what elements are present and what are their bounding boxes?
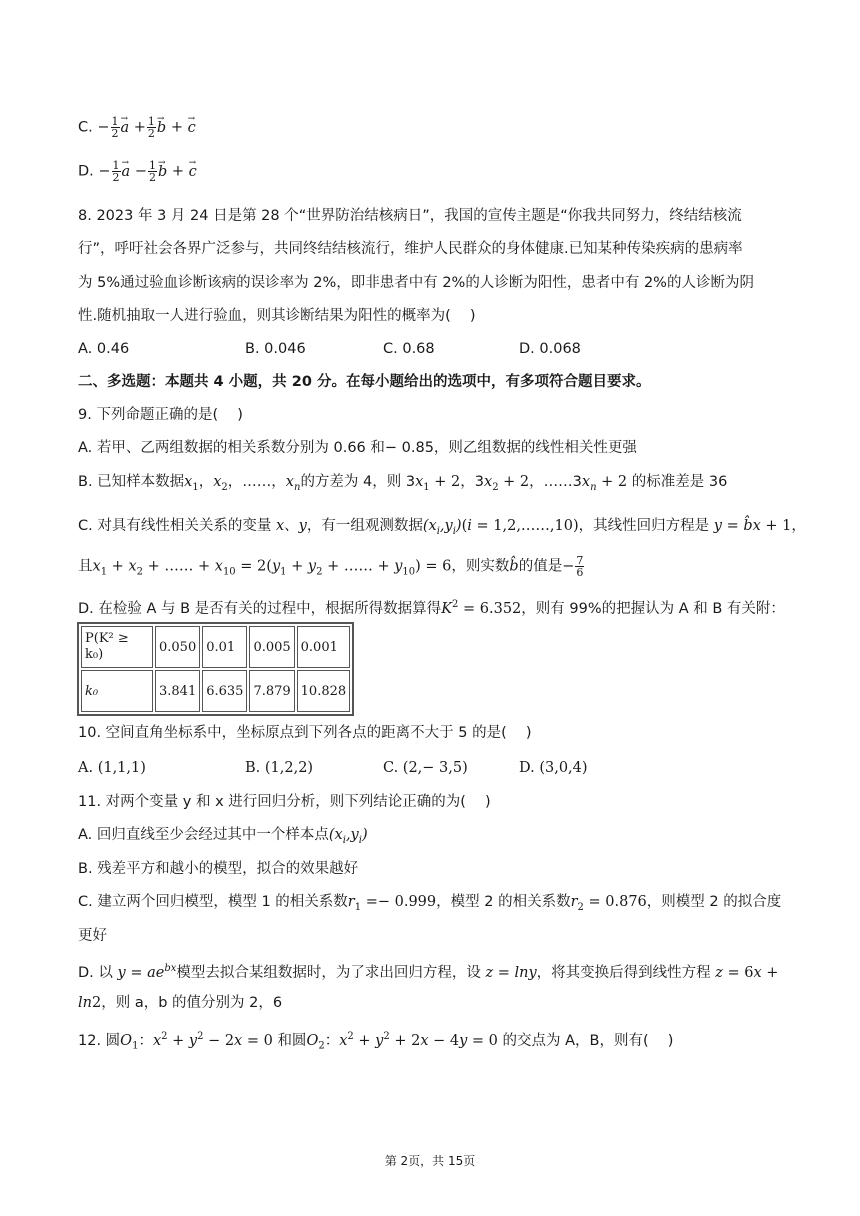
table-header-cell: P(K² ≥ k₀)	[81, 626, 153, 668]
q10-option-b: B. (1,2,2)	[245, 760, 314, 776]
q8-line-4: 性.随机抽取一人进行验血，则其诊断结果为阳性的概率为( )	[78, 308, 476, 324]
q9-option-a: A. 若甲、乙两组数据的相关系数分别为 0.66 和− 0.85，则乙组数据的线性相关性更强	[78, 440, 637, 456]
table-cell: 0.050	[155, 626, 200, 668]
table-cell: 0.005	[249, 626, 294, 668]
q11-option-c-line-2: 更好	[78, 928, 107, 944]
table-cell: 3.841	[155, 670, 200, 712]
table-row	[81, 626, 350, 668]
table-cell: 7.879	[249, 670, 294, 712]
q7-option-c: C. − $\frac{1}{2}$ → a + $\frac{1}{2}$ → b + → c	[78, 116, 790, 139]
q10-option-a: A. (1,1,1)	[78, 760, 146, 776]
q9-option-c-line-2: 且$x_1 + x_2$ + …… + $x_{10} = 2(y_1 + y_2$ + …… + $y_{10}) = 6$，则实数b̂的值是− $\frac{7}{6}$	[78, 554, 584, 579]
q9-option-d: D. 在检验 A 与 B 是否有关的过程中，根据所得数据算得$K^2 = 6.352$，则有 99%的把握认为 A 和 B 有关附：	[78, 599, 785, 617]
table-cell: 0.001	[297, 626, 351, 668]
critical-value-table	[77, 622, 354, 716]
section-heading: 二、多选题：本题共 4 小题，共 20 分。在每小题给出的选项中，有多项符合题目要求。	[78, 374, 651, 390]
q11-option-a: A. 回归直线至少会经过其中一个样本点$(x_i,y_i)$	[78, 827, 368, 846]
q10-option-c: C. (2,− 3,5)	[383, 760, 468, 776]
table-header-cell: k₀	[81, 670, 153, 712]
q11-option-b: B. 残差平方和越小的模型，拟合的效果越好	[78, 861, 359, 877]
q8-option-a: A. 0.46	[78, 341, 130, 357]
q8-line-3: 为 5%通过验血诊断该病的误诊率为 2%，即非患者中有 2%的人诊断为阳性，患者中有 2%的人诊断为阴	[78, 275, 754, 291]
table-row	[81, 670, 350, 712]
q9-option-b: B. 已知样本数据$x_1$，$x_2$，……，$x_n$的方差为 4，则 $3x_1 + 2$，$3x_2 + 2$，$\dots\dots 3x_n + 2$ 的标准差是 36	[78, 474, 728, 493]
q7-option-d: D. − $\frac{1}{2}$ → a − $\frac{1}{2}$ → b + → c	[78, 160, 790, 183]
q8-line-2: 行”，呼吁社会各界广泛参与，共同终结结核流行，维护人民群众的身体健康.已知某种传染疾病的患病率	[78, 241, 743, 257]
q11-option-d-line-1: D. 以 $y = ae^{bx}$模型去拟合某组数据时，为了求出回归方程，设 z = lny，将其变换后得到线性方程 z = 6x +	[78, 963, 779, 981]
q9-option-c-line-1: C. 对具有线性相关关系的变量 x、y，有一组观测数据$(x_i,y_i)(i$ = 1,2,……,10)，其线性回归方程是 y = b̂x + 1，	[78, 518, 806, 537]
q11-option-c-line-1: C. 建立两个回归模型，模型 1 的相关系数$r_1 =- 0.999$，模型 2 的相关系数$r_2 = 0.876$，则模型 2 的拟合度	[78, 894, 782, 913]
table-cell: 10.828	[297, 670, 351, 712]
table-cell: 6.635	[202, 670, 247, 712]
q8-line-1: 8. 2023 年 3 月 24 日是第 28 个“世界防治结核病日”，我国的宣传主题是“你我共同努力，终结结核流	[78, 208, 742, 224]
q10-option-d: D. (3,0,4)	[519, 760, 588, 776]
q8-option-b: B. 0.046	[245, 341, 306, 357]
q9-stem: 9. 下列命题正确的是( )	[78, 407, 243, 423]
q11-stem: 11. 对两个变量 y 和 x 进行回归分析，则下列结论正确的为( )	[78, 794, 491, 810]
table-cell: 0.01	[202, 626, 247, 668]
q11-option-d-line-2: ln2，则 a，b 的值分别为 2，6	[78, 995, 283, 1011]
q10-stem: 10. 空间直角坐标系中，坐标原点到下列各点的距离不大于 5 的是( )	[78, 725, 532, 741]
q8-option-c: C. 0.68	[383, 341, 435, 357]
q8-option-d: D. 0.068	[519, 341, 581, 357]
q12-stem: 12. 圆$O_1$：$x^2 + y^2 - 2x = 0$ 和圆$O_2$：$x^2 + y^2 + 2x - 4y = 0$ 的交点为 A，B，则有( )	[78, 1031, 674, 1052]
page-footer: 第 2页，共 15页	[384, 1154, 476, 1168]
